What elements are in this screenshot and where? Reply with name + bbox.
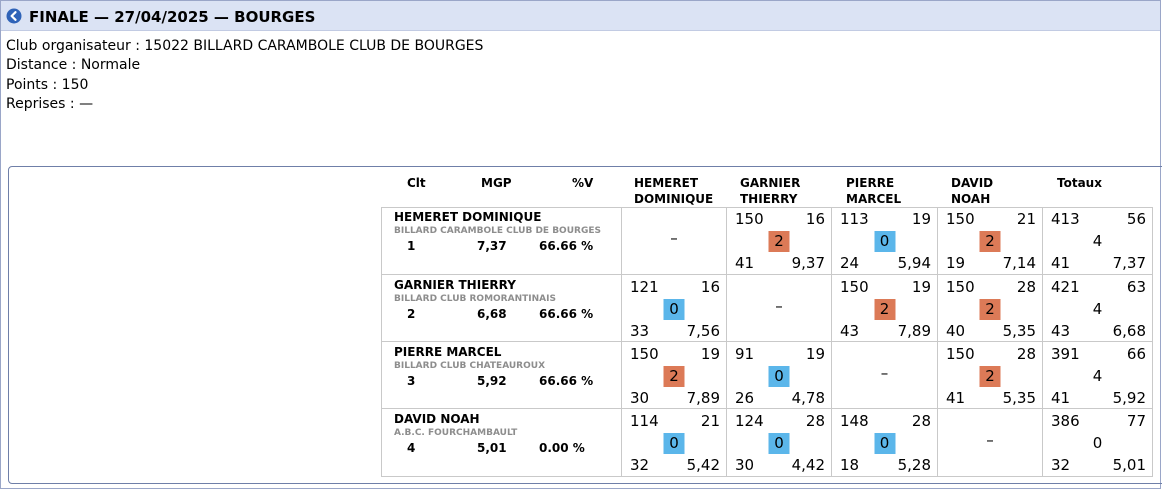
points-value: 148	[840, 412, 869, 430]
player-club: A.B.C. FOURCHAMBAULT	[394, 428, 518, 438]
player-club: BILLARD CLUB CHATEAUROUX	[394, 361, 546, 371]
average-value: 5,28	[897, 456, 931, 474]
totals-cell	[1043, 342, 1153, 409]
self-match-cell	[727, 275, 832, 342]
best-serie-value: 41	[1051, 254, 1071, 272]
match-points-total: 0	[1092, 434, 1103, 452]
match-cell	[832, 207, 938, 275]
player-mgp: 7,37	[477, 239, 507, 253]
reprises-value: 77	[1126, 412, 1146, 430]
player-row-info	[381, 275, 621, 342]
reprises-value: 19	[911, 278, 931, 296]
match-points-badge: 2	[980, 231, 1001, 252]
average-value: 7,89	[686, 389, 720, 407]
match-points-badge: 2	[664, 366, 685, 387]
reprises-value: 66	[1126, 345, 1146, 363]
reprises-value: 28	[1016, 345, 1036, 363]
points-value: 121	[630, 278, 659, 296]
player-name: PIERRE MARCEL	[394, 345, 502, 359]
empty-cell-dash: –	[670, 229, 678, 247]
best-serie-value: 41	[735, 254, 755, 272]
average-value: 7,14	[1002, 254, 1036, 272]
reprises-value: 28	[805, 412, 825, 430]
match-cell	[832, 275, 938, 342]
empty-cell-dash: –	[986, 431, 994, 449]
header-mgp: MGP	[481, 176, 512, 190]
player-win-percent: 66.66 %	[539, 239, 594, 253]
match-cell	[727, 342, 832, 409]
totals-cell	[1043, 275, 1153, 342]
best-serie-value: 40	[946, 322, 966, 340]
match-points-badge: 0	[769, 433, 790, 454]
player-club: BILLARD CLUB ROMORANTINAIS	[394, 294, 556, 304]
player-mgp: 5,92	[477, 374, 507, 388]
match-cell	[938, 275, 1043, 342]
points-value: 114	[630, 412, 659, 430]
header-player-3: PIERRE MARCEL	[846, 176, 902, 206]
points-value: 113	[840, 210, 869, 228]
match-cell	[832, 409, 938, 477]
match-cell	[621, 409, 727, 477]
empty-cell-dash: –	[775, 297, 783, 315]
average-value: 9,37	[791, 254, 825, 272]
best-serie-value: 32	[630, 456, 650, 474]
best-serie-value: 30	[630, 389, 650, 407]
player-win-percent: 66.66 %	[539, 307, 594, 321]
competition-info	[6, 37, 483, 114]
player-rank: 3	[407, 374, 416, 388]
best-serie-value: 18	[840, 456, 860, 474]
match-points-badge: 2	[980, 366, 1001, 387]
reprises-value: 19	[700, 345, 720, 363]
self-match-cell	[832, 342, 938, 409]
points-value: 150	[840, 278, 869, 296]
row-divider	[381, 476, 621, 477]
player-rank: 4	[407, 441, 416, 455]
points-value: 150	[630, 345, 659, 363]
points-value: 386	[1051, 412, 1080, 430]
match-points-badge: 0	[874, 433, 895, 454]
match-points-total: 4	[1092, 232, 1103, 250]
player-club: BILLARD CARAMBOLE CLUB DE BOURGES	[394, 226, 601, 236]
reprises-value: 19	[911, 210, 931, 228]
self-match-cell	[938, 409, 1043, 477]
reprises-value: 21	[700, 412, 720, 430]
match-points-badge: 0	[874, 231, 895, 252]
header-pv: %V	[572, 176, 594, 190]
header-clt: Clt	[407, 176, 426, 190]
points-value: 150	[946, 278, 975, 296]
best-serie-value: 41	[1051, 389, 1071, 407]
best-serie-value: 24	[840, 254, 860, 272]
points-value: 150	[735, 210, 764, 228]
match-cell	[621, 342, 727, 409]
reprises-value: 63	[1126, 278, 1146, 296]
best-serie-value: 32	[1051, 456, 1071, 474]
best-serie-value: 41	[946, 389, 966, 407]
average-value: 5,92	[1112, 389, 1146, 407]
best-serie-value: 26	[735, 389, 755, 407]
player-mgp: 5,01	[477, 441, 507, 455]
best-serie-value: 43	[840, 322, 860, 340]
points-value: 150	[946, 345, 975, 363]
header-player-1: HEMERET DOMINIQUE	[634, 176, 714, 206]
reprises-value: 19	[805, 345, 825, 363]
match-points-total: 4	[1092, 300, 1103, 318]
match-points-badge: 2	[769, 231, 790, 252]
player-name: DAVID NOAH	[394, 412, 480, 426]
points-value: 91	[735, 345, 755, 363]
average-value: 4,42	[791, 456, 825, 474]
page-title: FINALE — 27/04/2025 — BOURGES	[29, 8, 316, 26]
player-win-percent: 0.00 %	[539, 441, 585, 455]
reprises-value: 16	[700, 278, 720, 296]
header-totals: Totaux	[1057, 176, 1102, 190]
best-serie-value: 33	[630, 322, 650, 340]
match-cell	[621, 275, 727, 342]
best-serie-value: 43	[1051, 322, 1071, 340]
match-points-badge: 0	[664, 433, 685, 454]
player-win-percent: 66.66 %	[539, 374, 594, 388]
header-player-4: DAVID NOAH	[951, 176, 994, 206]
player-name: HEMERET DOMINIQUE	[394, 210, 542, 224]
points-value: 421	[1051, 278, 1080, 296]
points-value: 124	[735, 412, 764, 430]
points-value: 413	[1051, 210, 1080, 228]
match-points-badge: 0	[664, 299, 685, 320]
average-value: 4,78	[791, 389, 825, 407]
reprises-value: 16	[805, 210, 825, 228]
best-serie-value: 19	[946, 254, 966, 272]
player-rank: 1	[407, 239, 416, 253]
organizer-club: Club organisateur : 15022 BILLARD CARAMBOLE CLUB DE BOURGES	[6, 38, 484, 54]
match-points-badge: 0	[769, 366, 790, 387]
title-bar	[1, 1, 1160, 31]
points-value: 150	[946, 210, 975, 228]
reprises-info: Reprises : —	[6, 95, 94, 112]
average-value: 5,42	[686, 456, 720, 474]
player-rank: 2	[407, 307, 416, 321]
back-arrow-icon[interactable]	[6, 8, 22, 24]
totals-cell	[1043, 207, 1153, 275]
match-cell	[727, 207, 832, 275]
player-row-info	[381, 409, 621, 476]
points-info: Points : 150	[6, 76, 89, 93]
match-points-total: 4	[1092, 367, 1103, 385]
reprises-value: 56	[1126, 210, 1146, 228]
match-cell	[938, 342, 1043, 409]
average-value: 7,37	[1112, 254, 1146, 272]
match-cell	[727, 409, 832, 477]
reprises-value: 28	[911, 412, 931, 430]
player-row-info	[381, 207, 621, 274]
average-value: 5,35	[1002, 322, 1036, 340]
match-cell	[938, 207, 1043, 275]
empty-cell-dash: –	[880, 364, 889, 382]
distance-info: Distance : Normale	[6, 57, 141, 74]
self-match-cell	[621, 207, 727, 275]
average-value: 5,94	[897, 254, 931, 272]
average-value: 7,56	[686, 322, 720, 340]
average-value: 5,01	[1112, 456, 1146, 474]
reprises-value: 28	[1016, 278, 1036, 296]
totals-cell	[1043, 409, 1153, 477]
average-value: 7,89	[897, 322, 931, 340]
average-value: 6,68	[1112, 322, 1146, 340]
average-value: 5,35	[1002, 389, 1036, 407]
player-name: GARNIER THIERRY	[394, 278, 516, 292]
reprises-value: 21	[1016, 210, 1036, 228]
match-points-badge: 2	[874, 299, 895, 320]
match-points-badge: 2	[980, 299, 1001, 320]
best-serie-value: 30	[735, 456, 755, 474]
header-player-2: GARNIER THIERRY	[740, 176, 801, 206]
player-row-info	[381, 342, 621, 409]
player-mgp: 6,68	[477, 307, 507, 321]
points-value: 391	[1051, 345, 1080, 363]
